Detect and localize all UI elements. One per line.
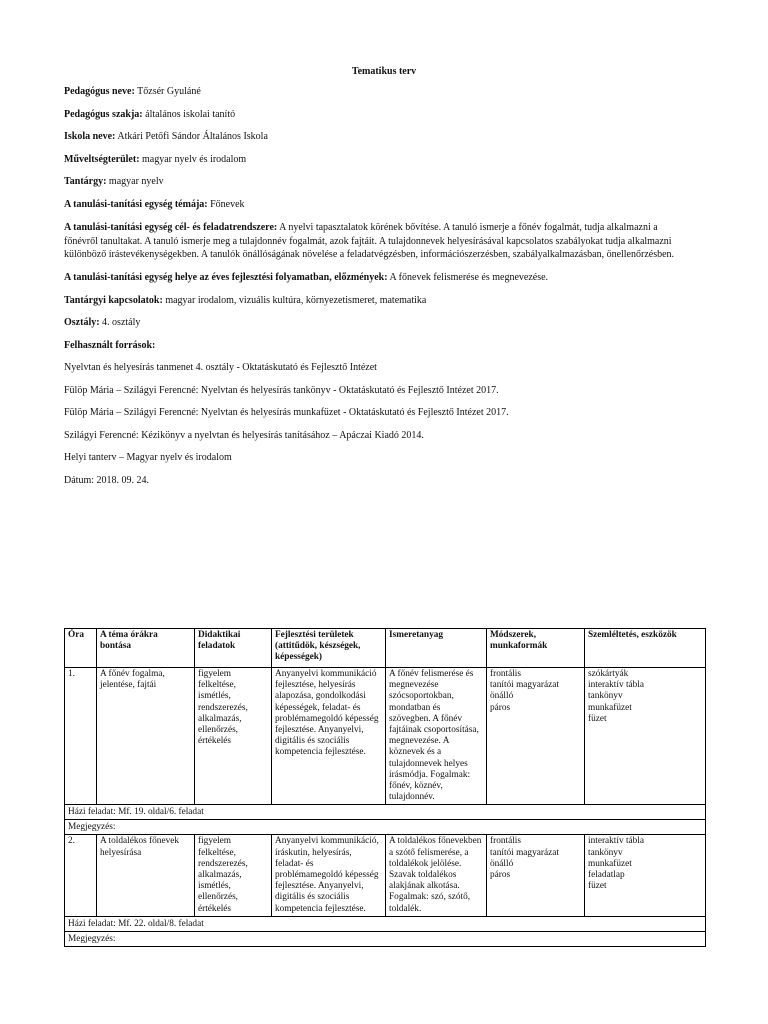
column-header: Fejlesztési területek (attitűdök, készségek, képességek) <box>272 629 386 668</box>
source-line: Fülöp Mária – Szilágyi Ferencné: Nyelvtan és helyesírás tankönyv - Oktatáskutató és Fejlesztő Intézet 2017. <box>64 384 499 396</box>
method-item: frontális <box>490 836 521 847</box>
notes-text: Megjegyzés: <box>65 931 706 946</box>
method-item: tanítói magyarázat <box>490 847 559 858</box>
header-fields <box>64 86 694 497</box>
tool-item: munkafüzet <box>588 702 632 713</box>
date-line: Dátum: 2018. 09. 24. <box>64 474 149 486</box>
method-item: frontális <box>490 669 521 679</box>
field-teacher-name <box>64 86 694 98</box>
notes-row <box>65 931 706 946</box>
tool-item: tankönyv <box>588 691 623 702</box>
development-areas: Anyanyelvi kommunikáció fejlesztése, helyesírás alapozása, gondolkodási képességek, feladat- és problémamegoldó képesség fejlesztése. Anyanyelvi, digitális és szociális kompetencia fejlesztése. <box>272 668 386 805</box>
method-item: tanítói magyarázat <box>490 680 559 691</box>
lesson-plan-table <box>64 628 706 947</box>
field-label: Tantárgy: <box>64 176 107 187</box>
field-value: Tőzsér Gyuláné <box>137 86 201 97</box>
knowledge-content: A főnév felismerése és megnevezése szócsoportokban, mondatban és szövegben. A főnév fajtáinak csoportosítása, megnevezése. A köznevek és a tulajdonnevek helyes írásmódja. Fogalmak: főnév, köznév, tulajdonnév. <box>386 668 487 805</box>
homework-row <box>65 916 706 931</box>
field-teacher-specialty <box>64 109 694 121</box>
tool-item: feladatlap <box>588 870 625 881</box>
field-label: Osztály: <box>64 317 100 329</box>
field-label: Iskola neve: <box>64 131 116 142</box>
tool-item: munkafüzet <box>588 858 632 869</box>
source-line: Fülöp Mária – Szilágyi Ferencné: Nyelvtan és helyesírás munkafüzet - Oktatáskutató és Fejlesztő Intézet 2017. <box>64 407 509 419</box>
tools-cell <box>585 668 706 805</box>
source-line: Nyelvtan és helyesírás tanmenet 4. osztály - Oktatáskutató és Fejlesztő Intézet <box>64 362 377 374</box>
method-item: páros <box>490 702 511 713</box>
lesson-topic: A toldalékos főnevek helyesírása <box>97 835 195 916</box>
field-school-name <box>64 131 694 143</box>
field-value: magyar irodalom, vizuális kultúra, környezetismeret, matematika <box>165 294 427 306</box>
field-value: magyar nyelv és irodalom <box>142 153 247 165</box>
table-header-row <box>65 629 706 668</box>
method-item: önálló <box>490 858 514 869</box>
column-header: A téma órákra bontása <box>97 629 195 668</box>
tools-cell <box>585 835 706 916</box>
homework-text: Házi feladat: Mf. 19. oldal/6. feladat <box>65 805 706 820</box>
field-label: A tanulási-tanítási egység cél- és feladatrendszere: <box>64 222 278 233</box>
notes-text: Megjegyzés: <box>65 820 706 835</box>
tool-item: interaktív tábla <box>588 680 645 691</box>
field-sources <box>64 340 694 352</box>
field-label: Tantárgyi kapcsolatok: <box>64 294 163 306</box>
lesson-number: 2. <box>65 835 97 916</box>
tool-item: tankönyv <box>588 847 623 858</box>
tool-item: füzet <box>588 713 607 724</box>
column-header: Óra <box>65 629 97 668</box>
field-unit-place <box>64 272 694 284</box>
field-subject-area <box>64 154 694 166</box>
tool-item: interaktív tábla <box>588 836 645 847</box>
field-value: általános iskolai tanító <box>145 108 236 120</box>
field-unit-topic <box>64 199 694 211</box>
field-value: A főnevek felismerése és megnevezése. <box>389 272 549 284</box>
knowledge-content: A toldalékos főnevekben a szótő felismerése, a toldalékok jelölése. Szavak toldalékos alakjának alkotása. Fogalmak: szó, szótő, toldalék. <box>386 835 487 916</box>
notes-row <box>65 820 706 835</box>
field-label: Felhasznált források: <box>64 339 156 351</box>
document-title: Tematikus terv <box>351 66 417 77</box>
field-value: 4. osztály <box>102 317 141 329</box>
lesson-topic: A főnév fogalma, jelentése, fajtái <box>97 668 195 805</box>
tool-item: szókártyák <box>588 669 629 679</box>
source-line: Helyi tanterv – Magyar nyelv és irodalom <box>64 452 232 464</box>
method-item: páros <box>490 870 511 881</box>
field-value: Főnevek <box>210 198 245 210</box>
lesson-number: 1. <box>65 668 97 805</box>
field-value: magyar nyelv <box>108 176 164 187</box>
field-label: Pedagógus neve: <box>64 86 135 97</box>
methods-cell <box>487 835 585 916</box>
didactic-tasks: figyelem felkeltése, ismétlés, rendszerezés, alkalmazás, ellenőrzés, értékelés <box>195 668 272 805</box>
table-row <box>65 835 706 916</box>
column-header: Didaktikai feladatok <box>195 629 272 668</box>
tool-item: füzet <box>588 881 607 892</box>
table-row <box>65 668 706 805</box>
homework-text: Házi feladat: Mf. 22. oldal/8. feladat <box>65 916 706 931</box>
column-header: Szemléltetés, eszközök <box>585 629 706 668</box>
field-label: Műveltségterület: <box>64 153 140 165</box>
field-unit-goals <box>64 221 694 262</box>
column-header: Módszerek, munkaformák <box>487 629 585 668</box>
field-class <box>64 317 694 329</box>
field-label: A tanulási-tanítási egység helye az éves fejlesztési folyamatban, előzmények: <box>64 272 388 284</box>
field-value: Atkári Petőfi Sándor Általános Iskola <box>117 131 268 142</box>
source-line: Szilágyi Ferencné: Kézikönyv a nyelvtan és helyesírás tanításához – Apáczai Kiadó 2014. <box>64 429 424 441</box>
field-label: Pedagógus szakja: <box>64 108 143 120</box>
homework-row <box>65 805 706 820</box>
method-item: önálló <box>490 691 514 702</box>
field-value: A nyelvi tapasztalatok körének bővítése. A tanuló ismerje a főnév fogalmát, tudja alkalmazni a főnévről tanultakat. A tanuló ismerje meg a tulajdonnév fogalmát, azok fajtáit. A tulajdonnevek helyesírásával kapcsolatos szabályokat tudja alkalmazni különböző írástevékenységekben. A tanulók önállóságának növelése a feladatvégzésben, információszerzésben, szabályalkalmazásban, önellenőrzésben. <box>64 222 675 261</box>
field-subject-links <box>64 295 694 307</box>
column-header: Ismeretanyag <box>386 629 487 668</box>
didactic-tasks: figyelem felkeltése, rendszerezés, alkalmazás, ismétlés, ellenőrzés, értékelés <box>195 835 272 916</box>
development-areas: Anyanyelvi kommunikáció, íráskutin, helyesírás, feladat- és problémamegoldó képesség fejlesztése. Anyanyelvi, digitális és szociális kompetencia fejlesztése. <box>272 835 386 916</box>
field-subject <box>64 176 694 188</box>
field-label: A tanulási-tanítási egység témája: <box>64 198 208 210</box>
methods-cell <box>487 668 585 805</box>
